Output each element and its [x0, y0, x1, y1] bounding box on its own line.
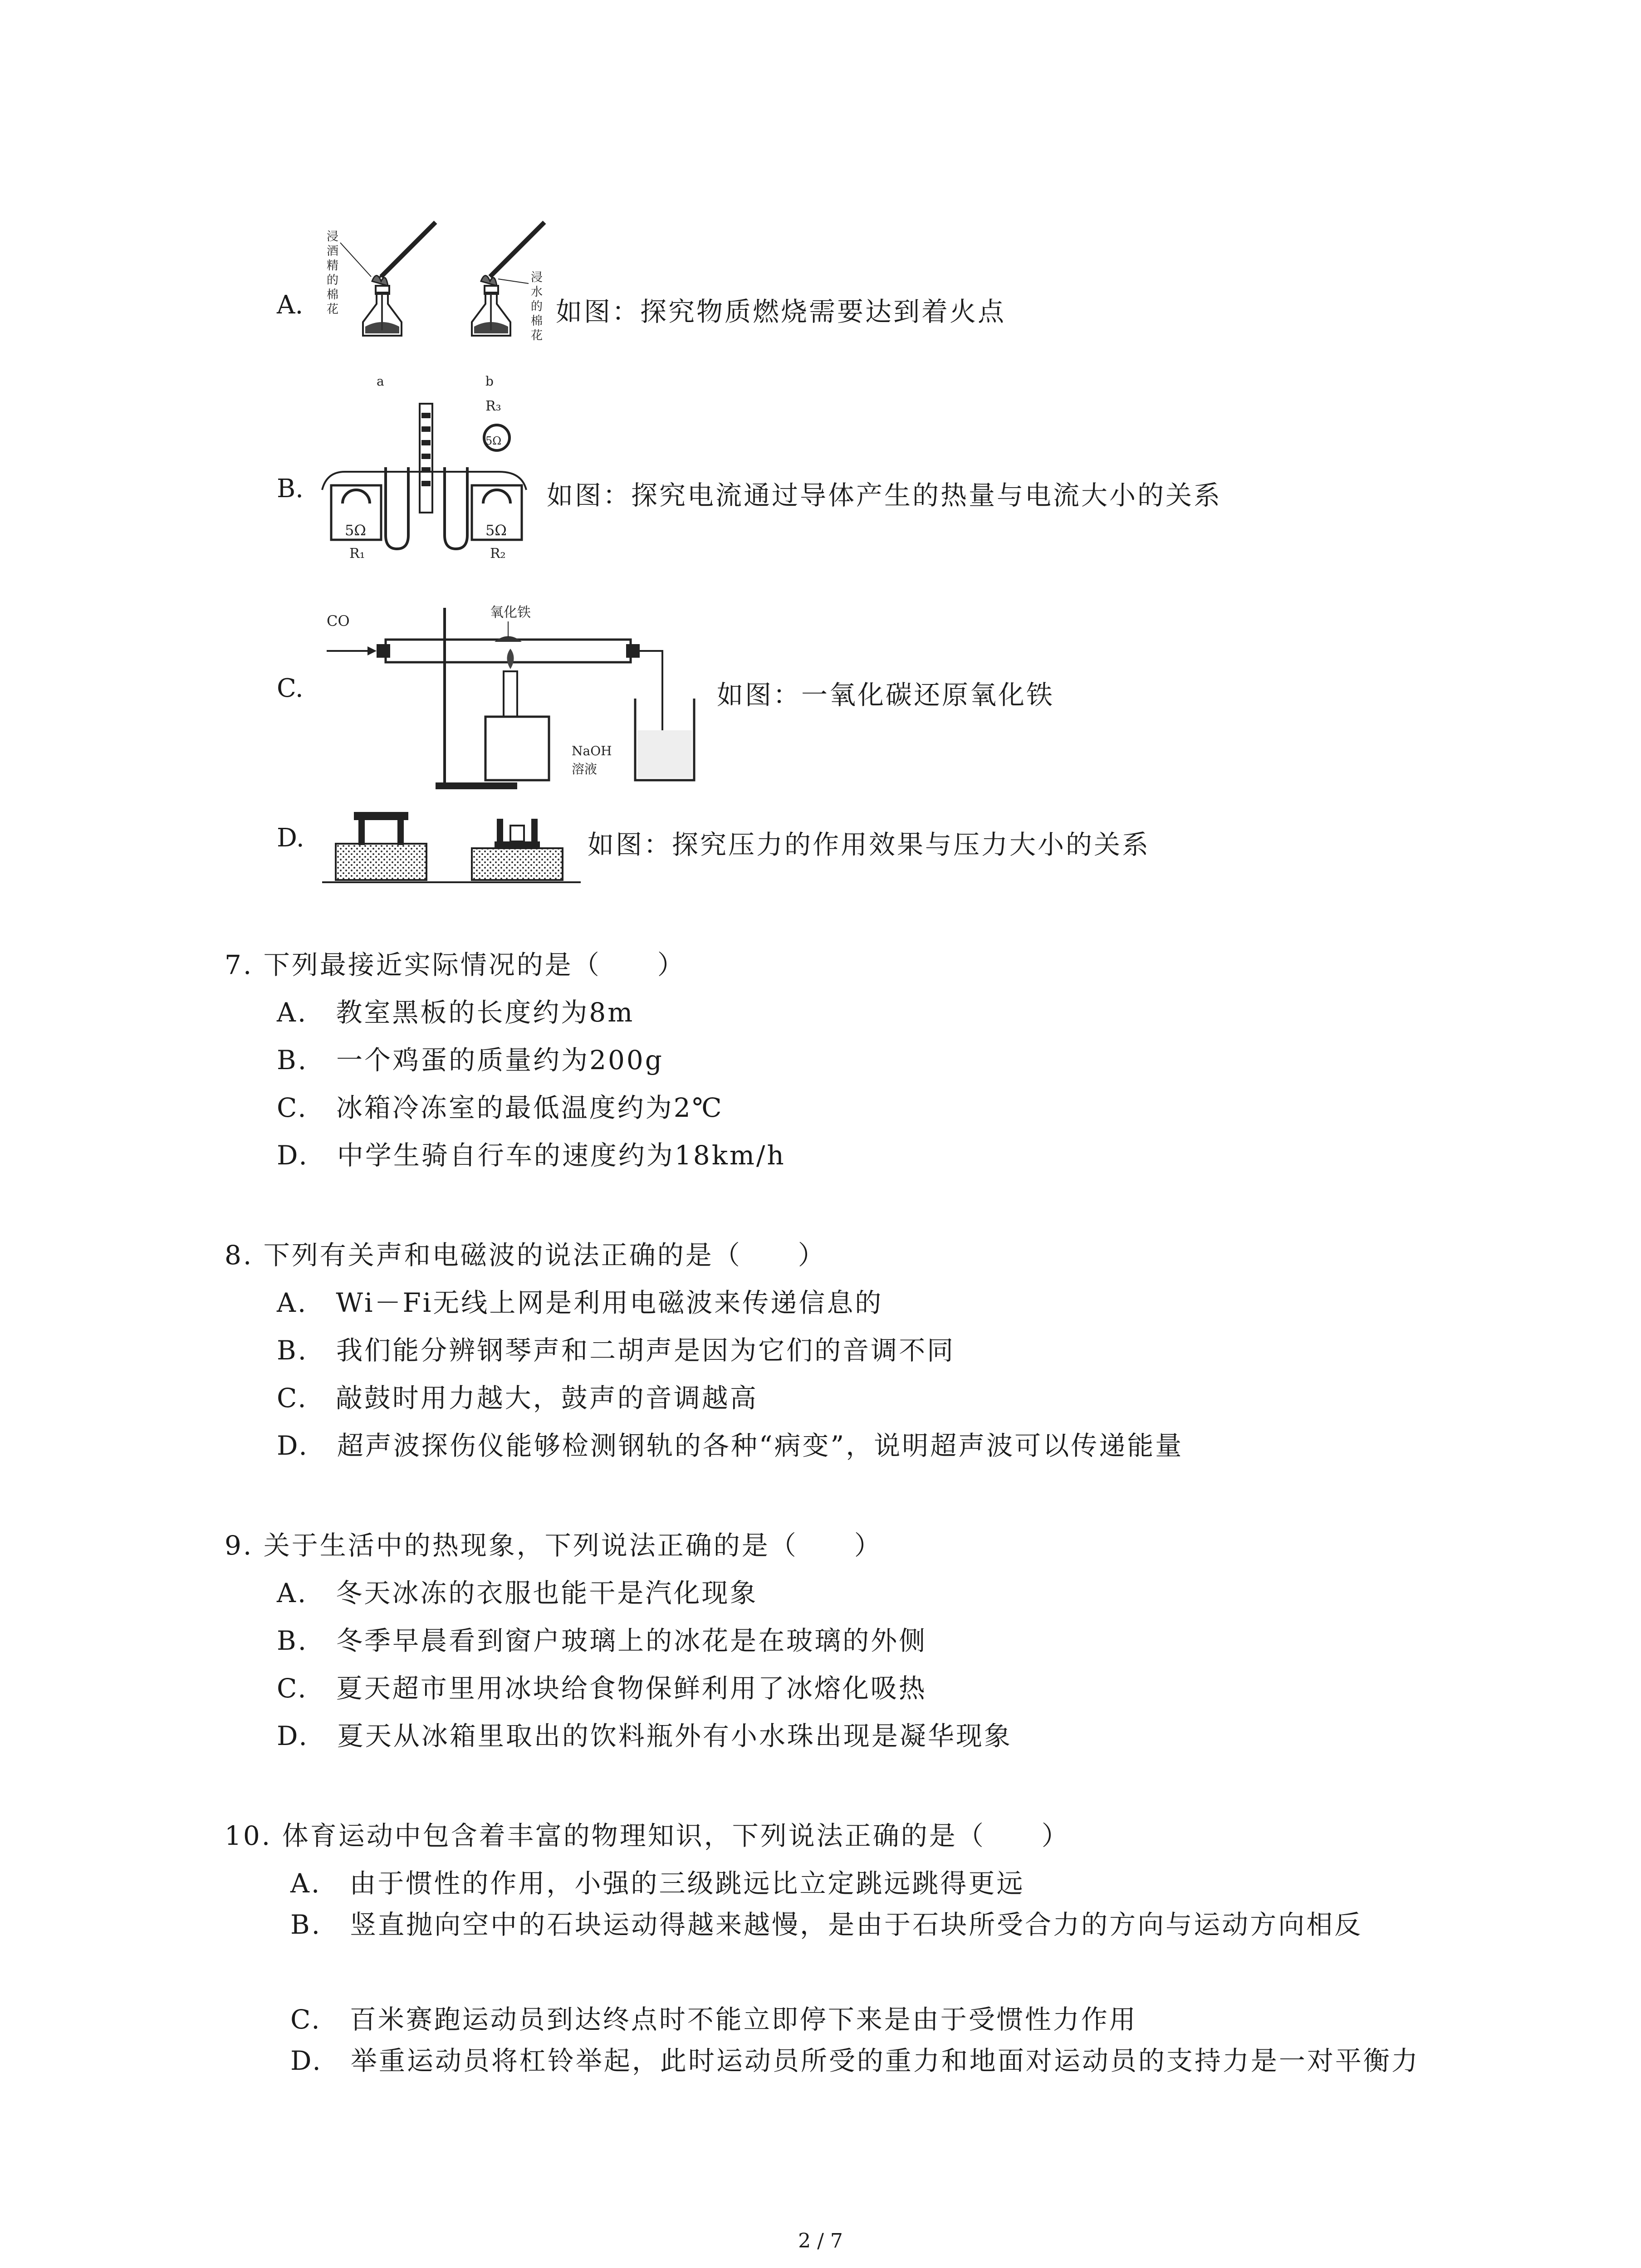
joule-heat-figure	[318, 399, 544, 590]
solution-label: 溶液	[572, 762, 598, 777]
r3-ohm-label: 5Ω	[485, 435, 502, 447]
r1-label: R₁	[349, 546, 365, 562]
page-indicator: 2 / 7	[798, 2229, 843, 2253]
lamp-b-letter: b	[485, 374, 494, 389]
q9-option-d: D. 夏天从冰箱里取出的饮料瓶外有小水珠出现是凝华现象	[277, 1721, 1012, 1751]
q9-number: 9.	[225, 1530, 254, 1561]
alcohol-lamp-a	[363, 222, 436, 336]
q7-option-d: D. 中学生骑自行车的速度约为18km/h	[277, 1140, 786, 1171]
question-9	[225, 1524, 882, 1562]
left-cotton-label: 浸酒精的棉花	[327, 230, 339, 316]
q6-option-a-label: A.	[277, 290, 304, 320]
q6-option-b-caption: 如图：探究电流通过导体产生的热量与电流大小的关系	[547, 480, 1222, 511]
q9-stem: 关于生活中的热现象，下列说法正确的是（ ）	[263, 1530, 882, 1561]
r3-label: R₃	[485, 399, 501, 414]
r2-label: R₂	[490, 546, 506, 562]
q8-option-c: C. 敲鼓时用力越大，鼓声的音调越高	[277, 1383, 758, 1413]
svg-text:浸水的棉花: 浸水的棉花	[531, 271, 543, 342]
q8-number: 8.	[225, 1240, 254, 1271]
pressure-sponge-figure	[318, 798, 590, 889]
alcohol-lamp-figure	[318, 213, 554, 399]
q7-option-b: B. 一个鸡蛋的质量约为200g	[277, 1045, 664, 1075]
r2-ohm-label: 5Ω	[485, 522, 507, 539]
q10-stem: 体育运动中包含着丰富的物理知识，下列说法正确的是（ ）	[282, 1820, 1070, 1851]
q9-option-c: C. 夏天超市里用冰块给食物保鲜利用了冰熔化吸热	[277, 1673, 927, 1704]
lamp-a-letter: a	[377, 374, 384, 389]
q6-option-c-label: C.	[277, 674, 304, 703]
co-label: CO	[327, 612, 350, 630]
q10-option-c: C. 百米赛跑运动员到达终点时不能立即停下来是由于受惯性力作用	[290, 2004, 1137, 2035]
q6-option-d-label: D.	[277, 823, 304, 853]
q7-stem: 下列最接近实际情况的是（ ）	[263, 949, 686, 980]
q10-option-d: D. 举重运动员将杠铃举起，此时运动员所受的重力和地面对运动员的支持力是一对平衡力	[290, 2045, 1420, 2076]
q6-option-c-caption: 如图：一氧化碳还原氧化铁	[717, 679, 1055, 710]
q7-option-c: C. 冰箱冷冻室的最低温度约为2℃	[277, 1092, 724, 1123]
q6-option-a-caption: 如图：探究物质燃烧需要达到着火点	[556, 296, 1006, 327]
question-8	[225, 1234, 826, 1272]
naoh-label: NaOH	[572, 743, 612, 758]
q6-option-b-label: B.	[277, 474, 304, 503]
question-10	[225, 1814, 1070, 1853]
q10-option-b: B. 竖直抛向空中的石块运动得越来越慢，是由于石块所受合力的方向与运动方向相反	[290, 1909, 1363, 1940]
iron-oxide-label: 氧化铁	[490, 605, 531, 621]
q8-stem: 下列有关声和电磁波的说法正确的是（ ）	[263, 1240, 826, 1271]
q10-number: 10.	[225, 1820, 272, 1851]
q7-option-a: A. 教室黑板的长度约为8m	[277, 997, 635, 1028]
q6-option-d-caption: 如图：探究压力的作用效果与压力大小的关系	[588, 829, 1151, 860]
q8-option-b: B. 我们能分辨钢琴声和二胡声是因为它们的音调不同	[277, 1335, 955, 1366]
q8-option-d: D. 超声波探伤仪能够检测钢轨的各种“病变”，说明超声波可以传递能量	[277, 1430, 1184, 1461]
q10-option-a: A. 由于惯性的作用，小强的三级跳远比立定跳远跳得更远	[290, 1868, 1025, 1899]
question-7	[225, 943, 686, 982]
q9-option-b: B. 冬季早晨看到窗户玻璃上的冰花是在玻璃的外侧	[277, 1625, 927, 1656]
q7-number: 7.	[225, 949, 254, 980]
q9-option-a: A. 冬天冰冻的衣服也能干是汽化现象	[277, 1578, 758, 1608]
q8-option-a: A. Wi－Fi无线上网是利用电磁波来传递信息的	[277, 1287, 883, 1318]
r1-ohm-label: 5Ω	[345, 522, 366, 539]
co-reduction-figure	[318, 599, 726, 798]
